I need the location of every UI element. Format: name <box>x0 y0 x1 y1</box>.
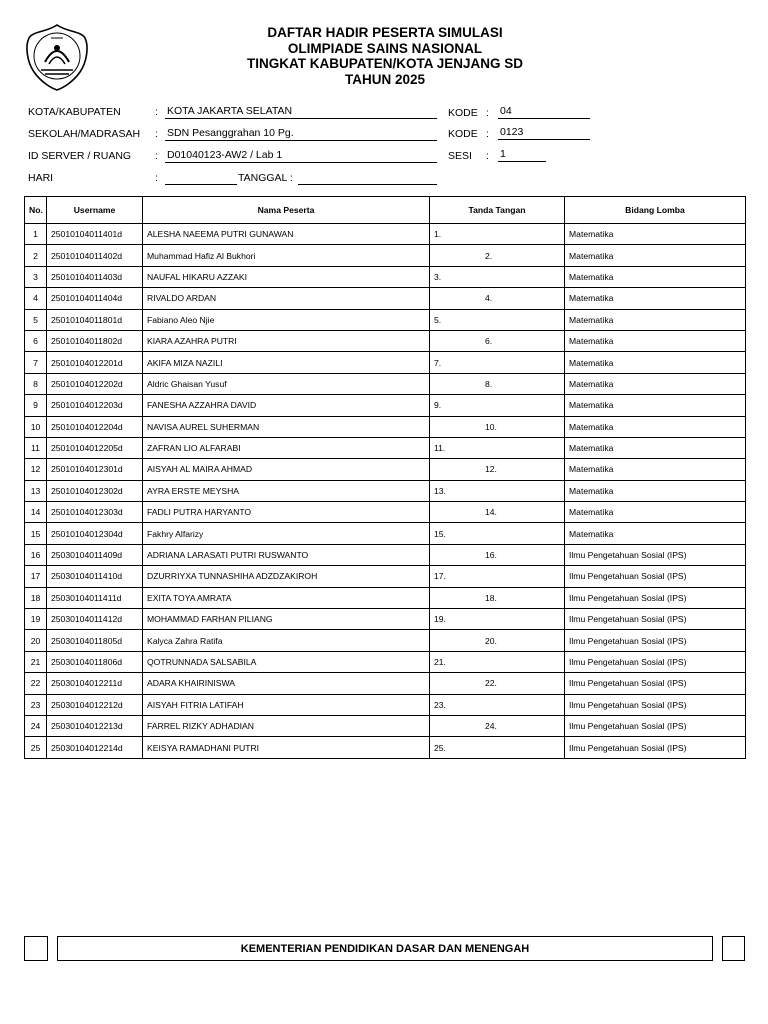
row-bidang: Ilmu Pengetahuan Sosial (IPS) <box>565 609 746 630</box>
row-username: 25010104011401d <box>47 224 143 245</box>
row-signature: 25. <box>430 737 565 758</box>
table-row <box>25 480 746 501</box>
kode1-label: KODE <box>448 107 478 119</box>
footer-left-box <box>24 936 48 961</box>
row-signature: 22. <box>430 673 565 694</box>
table-row <box>25 630 746 651</box>
row-nama: FADLI PUTRA HARYANTO <box>143 502 430 523</box>
row-no: 5 <box>25 309 47 330</box>
row-no: 10 <box>25 416 47 437</box>
row-username: 25030104011409d <box>47 544 143 565</box>
row-username: 25030104011412d <box>47 609 143 630</box>
colon: : <box>155 150 158 162</box>
row-bidang: Ilmu Pengetahuan Sosial (IPS) <box>565 630 746 651</box>
table-row <box>25 373 746 394</box>
header-tanda-tangan: Tanda Tangan <box>430 197 565 224</box>
row-nama: Muhammad Hafiz Al Bukhori <box>143 245 430 266</box>
row-bidang: Ilmu Pengetahuan Sosial (IPS) <box>565 651 746 672</box>
row-no: 18 <box>25 587 47 608</box>
document-title <box>150 25 620 87</box>
sekolah-value: SDN Pesanggrahan 10 Pg. <box>165 127 437 141</box>
row-signature: 12. <box>430 459 565 480</box>
sekolah-label: SEKOLAH/MADRASAH <box>28 128 141 140</box>
row-bidang: Matematika <box>565 502 746 523</box>
row-nama: ADRIANA LARASATI PUTRI RUSWANTO <box>143 544 430 565</box>
row-username: 25010104011802d <box>47 330 143 351</box>
table-row <box>25 352 746 373</box>
row-no: 2 <box>25 245 47 266</box>
footer-text: KEMENTERIAN PENDIDIKAN DASAR DAN MENENGAH <box>240 942 530 955</box>
header-no: No. <box>25 197 47 224</box>
hari-value-line <box>165 171 237 185</box>
kode1-value: 04 <box>498 105 590 119</box>
row-nama: AISYAH AL MAIRA AHMAD <box>143 459 430 480</box>
row-bidang: Ilmu Pengetahuan Sosial (IPS) <box>565 587 746 608</box>
colon: : <box>155 172 158 184</box>
row-bidang: Ilmu Pengetahuan Sosial (IPS) <box>565 566 746 587</box>
table-row <box>25 587 746 608</box>
table-header-row <box>25 197 746 224</box>
row-signature: 7. <box>430 352 565 373</box>
row-signature: 10. <box>430 416 565 437</box>
table-row <box>25 715 746 736</box>
row-nama: Fakhry Alfarizy <box>143 523 430 544</box>
row-username: 25010104011801d <box>47 309 143 330</box>
row-bidang: Matematika <box>565 224 746 245</box>
row-no: 15 <box>25 523 47 544</box>
row-bidang: Ilmu Pengetahuan Sosial (IPS) <box>565 715 746 736</box>
row-username: 25010104012302d <box>47 480 143 501</box>
row-bidang: Matematika <box>565 459 746 480</box>
row-no: 7 <box>25 352 47 373</box>
attendance-table <box>24 196 746 759</box>
row-no: 24 <box>25 715 47 736</box>
row-bidang: Matematika <box>565 523 746 544</box>
sesi-value: 1 <box>498 148 546 162</box>
header-nama: Nama Peserta <box>143 197 430 224</box>
row-nama: NAUFAL HIKARU AZZAKI <box>143 266 430 287</box>
row-no: 20 <box>25 630 47 651</box>
table-row <box>25 523 746 544</box>
row-signature: 20. <box>430 630 565 651</box>
row-bidang: Ilmu Pengetahuan Sosial (IPS) <box>565 737 746 758</box>
row-nama: DZURRIYXA TUNNASHIHA ADZDZAKIROH <box>143 566 430 587</box>
row-nama: MOHAMMAD FARHAN PILIANG <box>143 609 430 630</box>
colon: : <box>486 128 489 140</box>
row-no: 3 <box>25 266 47 287</box>
table-row <box>25 288 746 309</box>
title-line: DAFTAR HADIR PESERTA SIMULASI <box>267 25 503 40</box>
row-signature: 16. <box>430 544 565 565</box>
row-bidang: Matematika <box>565 437 746 458</box>
row-nama: EXITA TOYA AMRATA <box>143 587 430 608</box>
table-row <box>25 224 746 245</box>
row-signature: 4. <box>430 288 565 309</box>
table-row <box>25 416 746 437</box>
row-nama: KIARA AZAHRA PUTRI <box>143 330 430 351</box>
row-username: 25030104012211d <box>47 673 143 694</box>
row-bidang: Matematika <box>565 245 746 266</box>
row-username: 25010104011403d <box>47 266 143 287</box>
table-row <box>25 502 746 523</box>
tanggal-value-line <box>298 171 437 185</box>
row-no: 19 <box>25 609 47 630</box>
row-no: 17 <box>25 566 47 587</box>
row-bidang: Matematika <box>565 309 746 330</box>
row-username: 25030104011805d <box>47 630 143 651</box>
table-row <box>25 737 746 758</box>
server-value: D01040123-AW2 / Lab 1 <box>165 149 437 163</box>
row-nama: ADARA KHAIRINISWA <box>143 673 430 694</box>
row-username: 25010104012301d <box>47 459 143 480</box>
row-nama: Kalyca Zahra Ratifa <box>143 630 430 651</box>
row-username: 25030104011806d <box>47 651 143 672</box>
table-row <box>25 395 746 416</box>
row-nama: AYRA ERSTE MEYSHA <box>143 480 430 501</box>
row-nama: NAVISA AUREL SUHERMAN <box>143 416 430 437</box>
row-no: 6 <box>25 330 47 351</box>
row-nama: ZAFRAN LIO ALFARABI <box>143 437 430 458</box>
row-signature: 3. <box>430 266 565 287</box>
row-signature: 21. <box>430 651 565 672</box>
row-signature: 11. <box>430 437 565 458</box>
tanggal-label: TANGGAL : <box>238 172 293 184</box>
header-username: Username <box>47 197 143 224</box>
row-signature: 13. <box>430 480 565 501</box>
title-line: OLIMPIADE SAINS NASIONAL <box>287 40 483 56</box>
row-no: 11 <box>25 437 47 458</box>
row-signature: 17. <box>430 566 565 587</box>
colon: : <box>155 128 158 140</box>
row-signature: 18. <box>430 587 565 608</box>
footer-ministry <box>57 936 713 961</box>
kota-value: KOTA JAKARTA SELATAN <box>165 105 437 119</box>
row-bidang: Ilmu Pengetahuan Sosial (IPS) <box>565 673 746 694</box>
row-no: 22 <box>25 673 47 694</box>
row-no: 25 <box>25 737 47 758</box>
table-row <box>25 330 746 351</box>
table-row <box>25 437 746 458</box>
row-signature: 15. <box>430 523 565 544</box>
row-bidang: Ilmu Pengetahuan Sosial (IPS) <box>565 694 746 715</box>
colon: : <box>155 106 158 118</box>
row-username: 25010104012304d <box>47 523 143 544</box>
row-nama: FANESHA AZZAHRA DAVID <box>143 395 430 416</box>
row-no: 12 <box>25 459 47 480</box>
row-signature: 8. <box>430 373 565 394</box>
footer-right-box <box>722 936 745 961</box>
row-no: 14 <box>25 502 47 523</box>
row-username: 25030104011410d <box>47 566 143 587</box>
row-no: 21 <box>25 651 47 672</box>
tut-wuri-handayani-logo <box>25 22 90 92</box>
table-row <box>25 694 746 715</box>
row-nama: KEISYA RAMADHANI PUTRI <box>143 737 430 758</box>
table-row <box>25 459 746 480</box>
row-username: 25010104012203d <box>47 395 143 416</box>
row-username: 25010104012201d <box>47 352 143 373</box>
row-signature: 9. <box>430 395 565 416</box>
colon: : <box>486 150 489 162</box>
title-line: TINGKAT KABUPATEN/KOTA JENJANG SD <box>246 56 523 71</box>
row-signature: 5. <box>430 309 565 330</box>
row-username: 25010104011404d <box>47 288 143 309</box>
row-no: 9 <box>25 395 47 416</box>
row-bidang: Matematika <box>565 330 746 351</box>
table-row <box>25 673 746 694</box>
row-no: 8 <box>25 373 47 394</box>
row-no: 13 <box>25 480 47 501</box>
row-bidang: Matematika <box>565 288 746 309</box>
hari-label: HARI <box>28 172 54 184</box>
row-nama: ALESHA NAEEMA PUTRI GUNAWAN <box>143 224 430 245</box>
kode2-label: KODE <box>448 128 478 140</box>
row-nama: Aldric Ghaisan Yusuf <box>143 373 430 394</box>
row-no: 1 <box>25 224 47 245</box>
row-signature: 2. <box>430 245 565 266</box>
row-signature: 14. <box>430 502 565 523</box>
row-username: 25010104012205d <box>47 437 143 458</box>
header-bidang: Bidang Lomba <box>565 197 746 224</box>
sesi-label: SESI <box>448 150 472 162</box>
row-bidang: Matematika <box>565 352 746 373</box>
row-nama: RIVALDO ARDAN <box>143 288 430 309</box>
table-body <box>25 224 746 759</box>
table-row <box>25 566 746 587</box>
table-row <box>25 609 746 630</box>
row-nama: AISYAH FITRIA LATIFAH <box>143 694 430 715</box>
row-username: 25010104011402d <box>47 245 143 266</box>
row-nama: AKIFA MIZA NAZILI <box>143 352 430 373</box>
table-row <box>25 544 746 565</box>
row-signature: 19. <box>430 609 565 630</box>
row-nama: QOTRUNNADA SALSABILA <box>143 651 430 672</box>
colon: : <box>486 107 489 119</box>
row-signature: 24. <box>430 715 565 736</box>
row-bidang: Ilmu Pengetahuan Sosial (IPS) <box>565 544 746 565</box>
table-row <box>25 245 746 266</box>
row-bidang: Matematika <box>565 373 746 394</box>
row-signature: 1. <box>430 224 565 245</box>
row-bidang: Matematika <box>565 416 746 437</box>
row-username: 25030104012213d <box>47 715 143 736</box>
table-row <box>25 309 746 330</box>
row-username: 25010104012202d <box>47 373 143 394</box>
row-bidang: Matematika <box>565 395 746 416</box>
row-no: 16 <box>25 544 47 565</box>
row-no: 4 <box>25 288 47 309</box>
table-row <box>25 651 746 672</box>
title-line: TAHUN 2025 <box>344 71 426 87</box>
row-signature: 23. <box>430 694 565 715</box>
row-username: 25010104012204d <box>47 416 143 437</box>
row-username: 25030104012214d <box>47 737 143 758</box>
table-row <box>25 266 746 287</box>
kota-label: KOTA/KABUPATEN <box>28 106 121 118</box>
row-username: 25030104012212d <box>47 694 143 715</box>
server-label: ID SERVER / RUANG <box>28 150 132 162</box>
kode2-value: 0123 <box>498 126 590 140</box>
row-bidang: Matematika <box>565 266 746 287</box>
row-username: 25010104012303d <box>47 502 143 523</box>
row-signature: 6. <box>430 330 565 351</box>
row-nama: Fabiano Aleo Njie <box>143 309 430 330</box>
row-bidang: Matematika <box>565 480 746 501</box>
row-nama: FARREL RIZKY ADHADIAN <box>143 715 430 736</box>
row-username: 25030104011411d <box>47 587 143 608</box>
row-no: 23 <box>25 694 47 715</box>
